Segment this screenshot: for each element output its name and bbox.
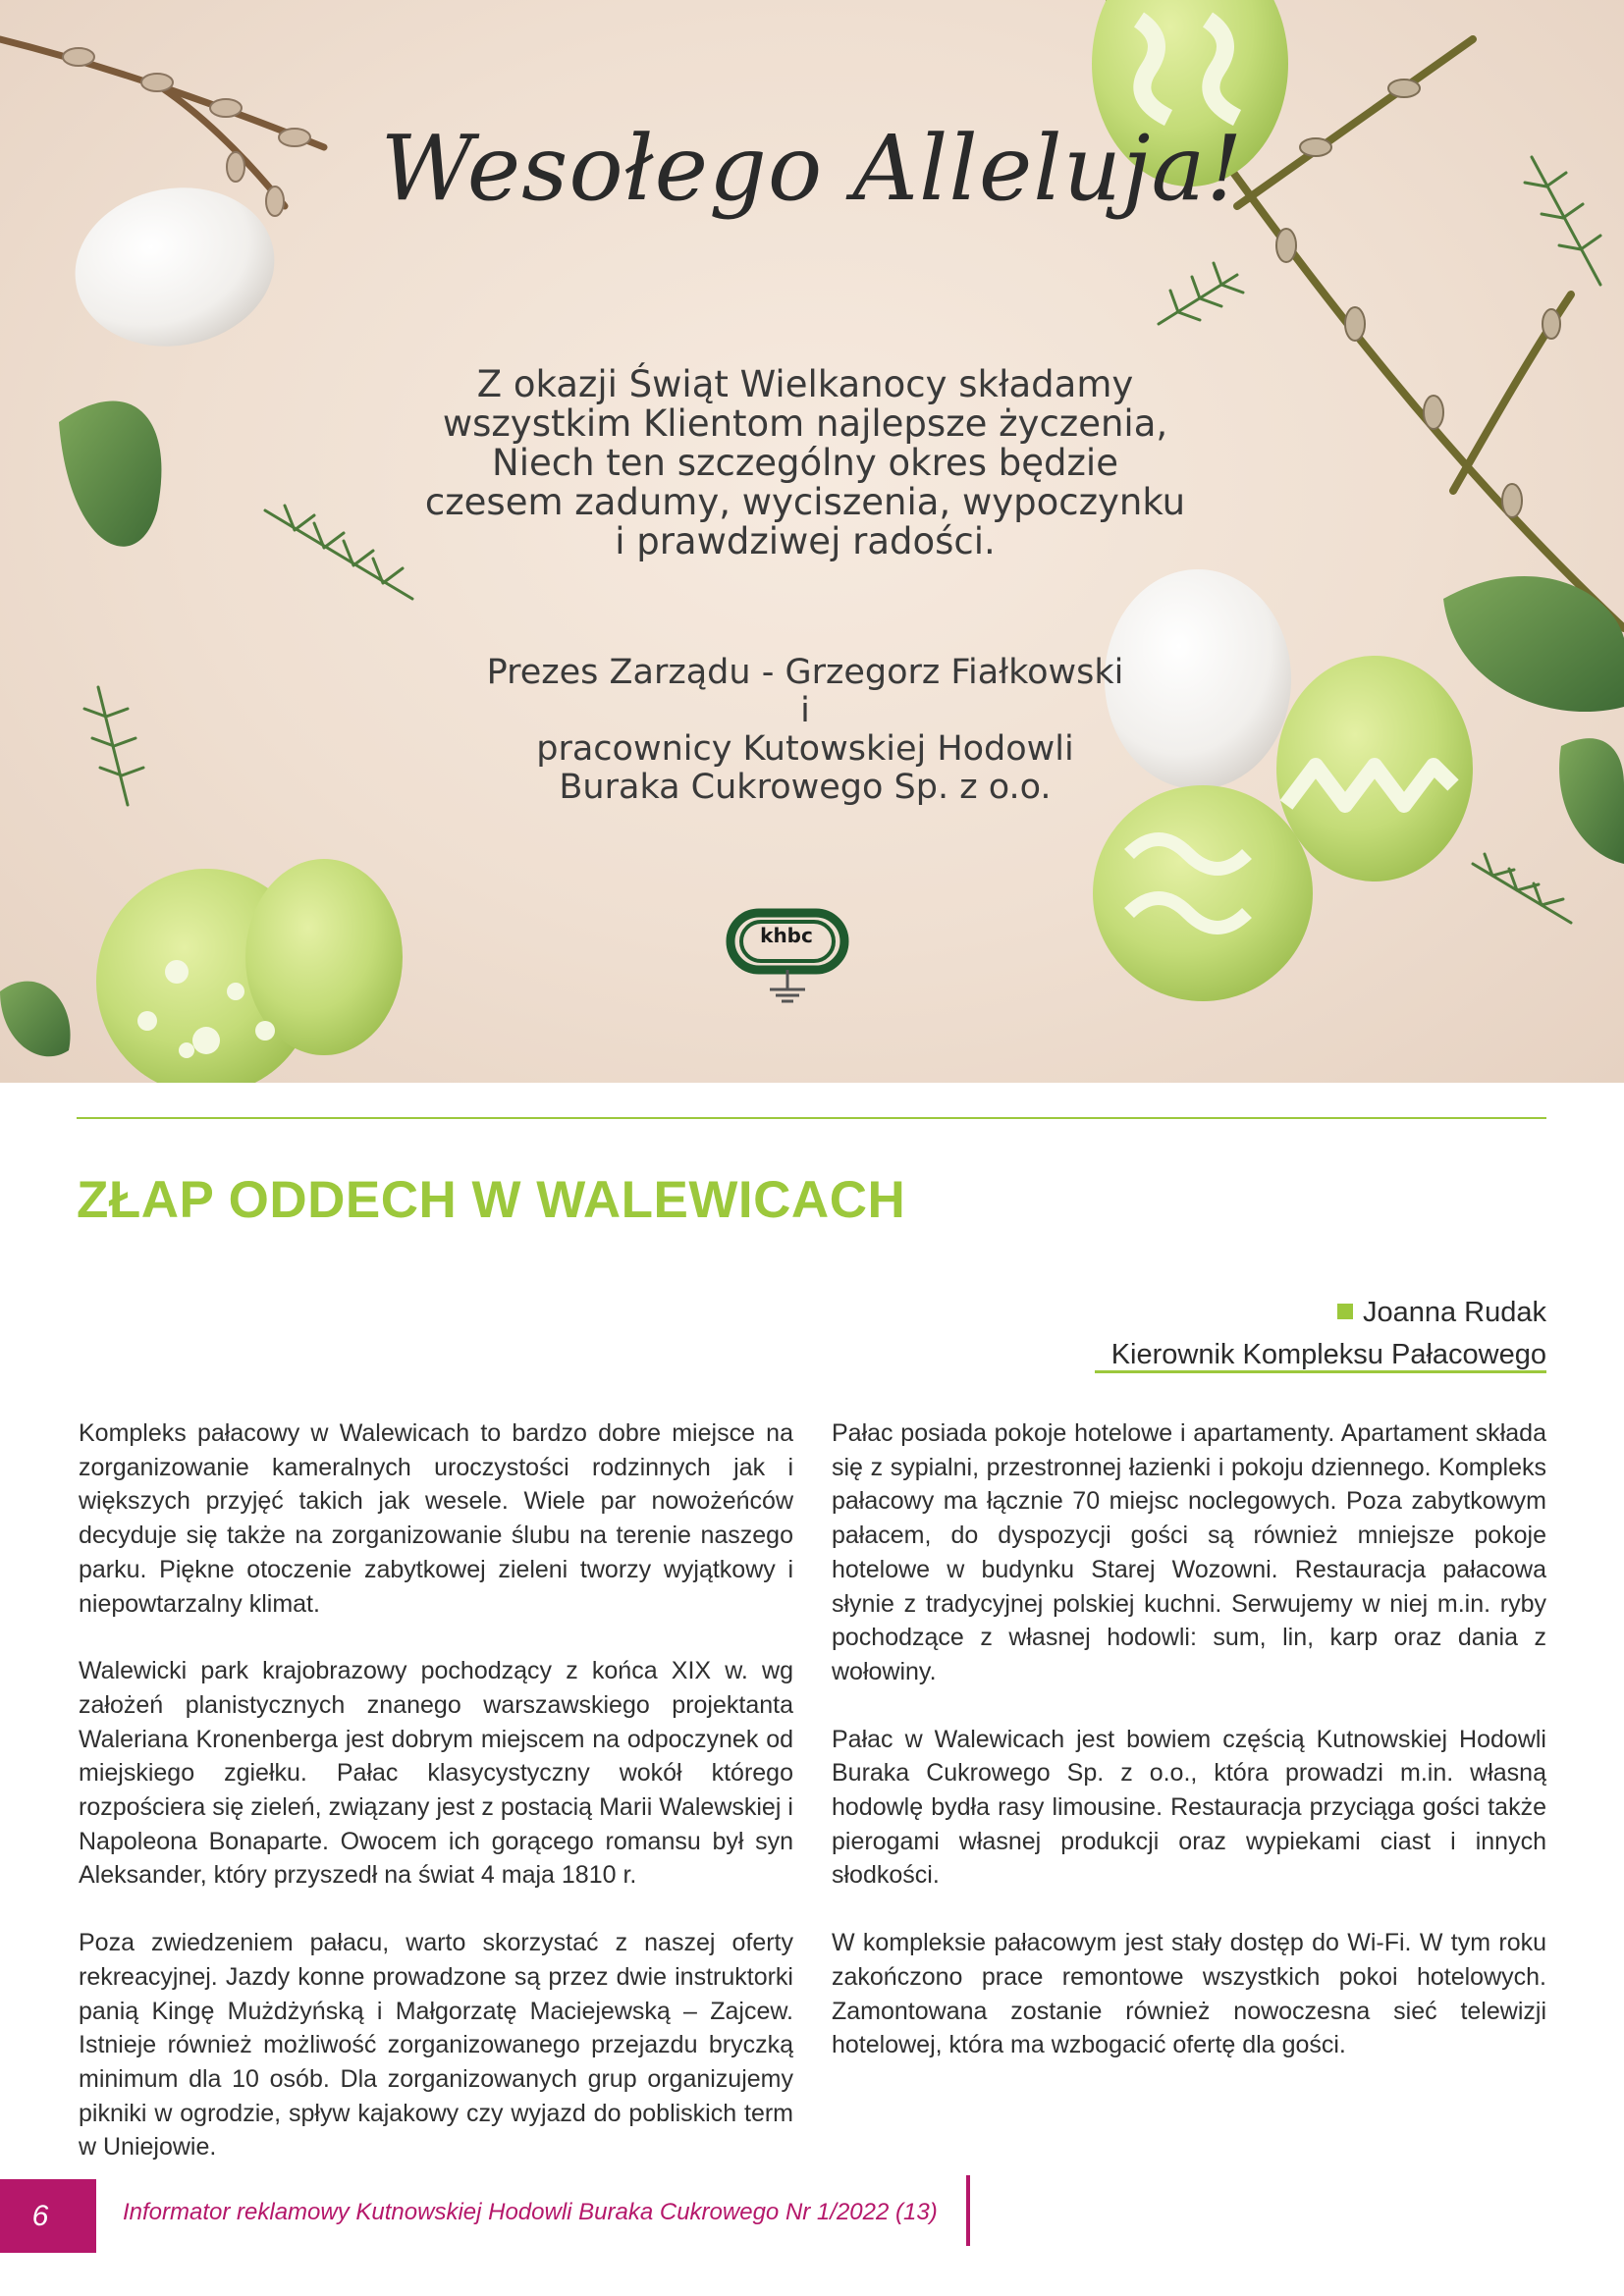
greeting-line: Z okazji Świąt Wielkanocy składamy bbox=[476, 363, 1134, 405]
byline-underline bbox=[1095, 1370, 1546, 1373]
greeting-message bbox=[295, 365, 1316, 561]
author-role: Kierownik Kompleksu Pałacowego bbox=[1110, 1339, 1546, 1370]
signature-line: i bbox=[800, 691, 810, 730]
article-column-left bbox=[79, 1416, 793, 2198]
greeting-line: i prawdziwej radości. bbox=[615, 520, 996, 562]
article-paragraph: Pałac w Walewicach jest bowiem częścią Kutnowskiej Hodowli Buraka Cukrowego Sp. z o.o., która prowadzi m.in. własną hodowlę bydła rasy limousine. Restauracja przyciąga gości także pierogami własnej produkcji oraz wypiekami ciast i innych słodkości. bbox=[832, 1725, 1546, 1890]
signature-line: pracownicy Kutowskiej Hodowli bbox=[536, 729, 1074, 769]
footer-divider bbox=[966, 2175, 970, 2246]
signature-line: Prezes Zarządu - Grzegorz Fiałkowski bbox=[486, 653, 1124, 692]
publication-name: Informator reklamowy Kutnowskiej Hodowli Buraka Cukrowego Nr 1/2022 (13) bbox=[123, 2199, 938, 2225]
khbc-logo bbox=[725, 907, 850, 1015]
article-column-right bbox=[832, 1416, 1546, 2096]
greeting-title: Wesołego Alleluja! bbox=[380, 116, 1244, 221]
signature-line: Buraka Cukrowego Sp. z o.o. bbox=[559, 768, 1052, 807]
greeting-line: czesem zadumy, wyciszenia, wypoczynku bbox=[424, 481, 1186, 523]
article-paragraph: Poza zwiedzeniem pałacu, warto skorzystać z naszej oferty rekreacyjnej. Jazdy konne prowadzone są przez dwie instruktorki panią Kingę Mużdżyńską i Małgorzatę Maciejewską – Zajcew. Istnieje również możliwość zorganizowanego przejazdu bryczką minimum dla 10 osób. Dla zorganizowanych grup organizujemy pikniki w ogrodzie, spływ kajakowy czy wyjazd do pobliskich term w Uniejowie. bbox=[79, 1929, 793, 2162]
greeting-line: Niech ten szczególny okres będzie bbox=[492, 442, 1118, 484]
article-paragraph: Walewicki park krajobrazowy pochodzący z końca XIX w. wg założeń planistycznych znanego warszawskiego projektanta Waleriana Kronenberga jest dobrym miejscem na odpoczynek od miejskiego zgiełku. Pałac klasycystyczny wokół którego rozpościera się zieleń, związany jest z postacią Marii Walewskiej i Napoleona Bonaparte. Owocem ich gorącego romansu był syn Aleksander, który przyszedł na świat 4 maja 1810 r. bbox=[79, 1657, 793, 1890]
section-divider bbox=[77, 1117, 1546, 1119]
greeting-line: wszystkim Klientom najlepsze życzenia, bbox=[442, 402, 1168, 445]
article-title: ZŁAP ODDECH W WALEWICACH bbox=[77, 1171, 906, 1229]
article-byline bbox=[1111, 1292, 1546, 1376]
page-number: 6 bbox=[0, 2179, 96, 2253]
green-square-bullet-icon bbox=[1337, 1304, 1353, 1319]
article-paragraph: Kompleks pałacowy w Walewicach to bardzo dobre miejsce na zorganizowanie kameralnych uroczystości rodzinnych jak i większych przyjęć takich jak wesele. Wiele par nowożeńców decyduje się także na zorganizowanie ślubu na terenie naszego parku. Piękne otoczenie zabytkowej zieleni tworzy wyjątkowy i niepowtarzalny klimat. bbox=[79, 1419, 793, 1618]
article-paragraph: Pałac posiada pokoje hotelowe i apartamenty. Apartament składa się z sypialni, przestronnej łazienki i pokoju dziennego. Kompleks pałacowy ma łącznie 70 miejsc noclegowych. Poza zabytkowym pałacem, do dyspozycji gości są również mniejsze pokoje hotelowe w budynku Starej Wozowni. Restauracja pałacowa słynie z tradycyjnej polskiej kuchni. Serwujemy w niej m.in. ryby pochodzące z własnej hodowli: sum, lin, karp oraz dania z wołowiny. bbox=[832, 1419, 1546, 1685]
article-paragraph: W kompleksie pałacowym jest stały dostęp do Wi-Fi. W tym roku zakończono prace remontowe wszystkich pokoi hotelowych. Zamontowana zostanie również nowoczesna sieć telewizji hotelowej, która ma wzbogacić ofertę dla gości. bbox=[832, 1929, 1546, 2059]
author-name: Joanna Rudak bbox=[1362, 1297, 1546, 1328]
easter-banner bbox=[0, 0, 1624, 1083]
greeting-signature bbox=[295, 654, 1316, 807]
author-name-row bbox=[1111, 1292, 1546, 1334]
khbc-logo-text: khbc bbox=[760, 924, 813, 947]
